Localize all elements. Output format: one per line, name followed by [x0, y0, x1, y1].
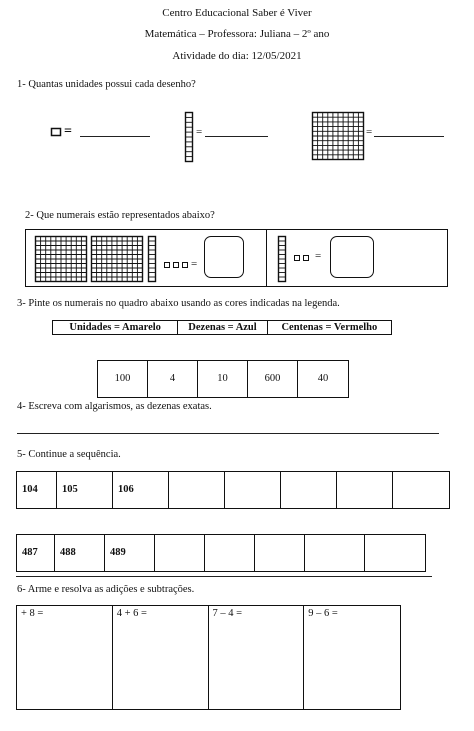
- sequence-cell[interactable]: [225, 472, 281, 508]
- operation-cell[interactable]: 9 – 6 =: [308, 608, 338, 619]
- hundred-flat-icon: [35, 236, 87, 282]
- unit-cube-icon: [303, 255, 309, 261]
- number-cell[interactable]: 4: [148, 361, 198, 397]
- number-cell[interactable]: 40: [317, 373, 329, 384]
- sequence-cell[interactable]: [169, 472, 225, 508]
- number-cell[interactable]: 10: [198, 361, 248, 397]
- school-name: Centro Educacional Saber é Viver: [162, 7, 312, 19]
- sequence-cell: 488: [55, 535, 105, 571]
- sequence-cell[interactable]: [255, 535, 305, 571]
- sequence-cell[interactable]: [155, 535, 205, 571]
- equals-sign: =: [315, 250, 322, 262]
- answer-line: [374, 136, 444, 137]
- equals-sign: =: [366, 126, 373, 138]
- hundred-flat-icon: [91, 236, 143, 282]
- sequence-cell: 106: [113, 472, 169, 508]
- question-1-text: 1- Quantas unidades possui cada desenho?: [17, 79, 196, 90]
- question-5-text: 5- Continue a sequência.: [17, 449, 121, 460]
- equals-sign: =: [196, 126, 203, 138]
- sequence-cell[interactable]: [337, 472, 393, 508]
- sequence-cell[interactable]: [365, 535, 425, 571]
- operation-cell[interactable]: 4 + 6 =: [113, 606, 209, 709]
- equals-sign: =: [64, 124, 72, 139]
- question-6-text: 6- Arme e resolva as adições e subtrações.: [17, 584, 195, 595]
- hundred-flat-icon: [312, 112, 364, 160]
- equals-sign: =: [191, 258, 198, 270]
- subject-line: Matemática – Professora: Juliana – 2º ano: [144, 28, 330, 40]
- date-line: Atividade do dia: 12/05/2021: [172, 50, 302, 62]
- question-2-text: 2- Que numerais estão representados abaixo?: [25, 210, 215, 221]
- unit-cube-icon: [294, 255, 300, 261]
- answer-line[interactable]: [17, 433, 439, 434]
- unit-cube-icon: [164, 262, 170, 268]
- operations-table: [16, 605, 401, 710]
- sequence-cell[interactable]: [281, 472, 337, 508]
- section-divider: [16, 576, 432, 577]
- sequence-row-2: [16, 534, 426, 572]
- legend-hundreds: Centenas = Vermelho: [281, 322, 378, 333]
- sequence-row-1: [16, 471, 450, 509]
- sequence-cell[interactable]: [205, 535, 255, 571]
- unit-cube-icon: [51, 128, 63, 137]
- ten-rod-icon: [278, 236, 286, 282]
- answer-box[interactable]: [204, 236, 244, 278]
- question-4-text: 4- Escreva com algarismos, as dezenas exatas.: [17, 401, 212, 412]
- numbers-table: [97, 360, 349, 398]
- legend-units: Unidades = Amarelo: [53, 321, 178, 334]
- sequence-cell: 487: [17, 535, 55, 571]
- ten-rod-icon: [185, 112, 193, 162]
- sequence-cell: 105: [57, 472, 113, 508]
- question-3-text: 3- Pinte os numerais no quadro abaixo usando as cores indicadas na legenda.: [17, 298, 340, 309]
- operation-cell[interactable]: 7 – 4 =: [209, 606, 305, 709]
- box-divider: [266, 230, 267, 286]
- sequence-cell: 104: [17, 472, 57, 508]
- answer-box[interactable]: [330, 236, 374, 278]
- sequence-cell[interactable]: [393, 472, 449, 508]
- answer-line: [205, 136, 268, 137]
- color-legend: [52, 320, 392, 335]
- sequence-cell: 489: [105, 535, 155, 571]
- number-cell[interactable]: 600: [248, 361, 298, 397]
- legend-tens: Dezenas = Azul: [178, 321, 267, 334]
- sequence-cell[interactable]: [305, 535, 365, 571]
- ten-rod-icon: [148, 236, 156, 282]
- number-cell[interactable]: 100: [98, 361, 148, 397]
- operation-cell[interactable]: + 8 =: [17, 606, 113, 709]
- unit-cube-icon: [173, 262, 179, 268]
- answer-line: [80, 136, 150, 137]
- unit-cube-icon: [182, 262, 188, 268]
